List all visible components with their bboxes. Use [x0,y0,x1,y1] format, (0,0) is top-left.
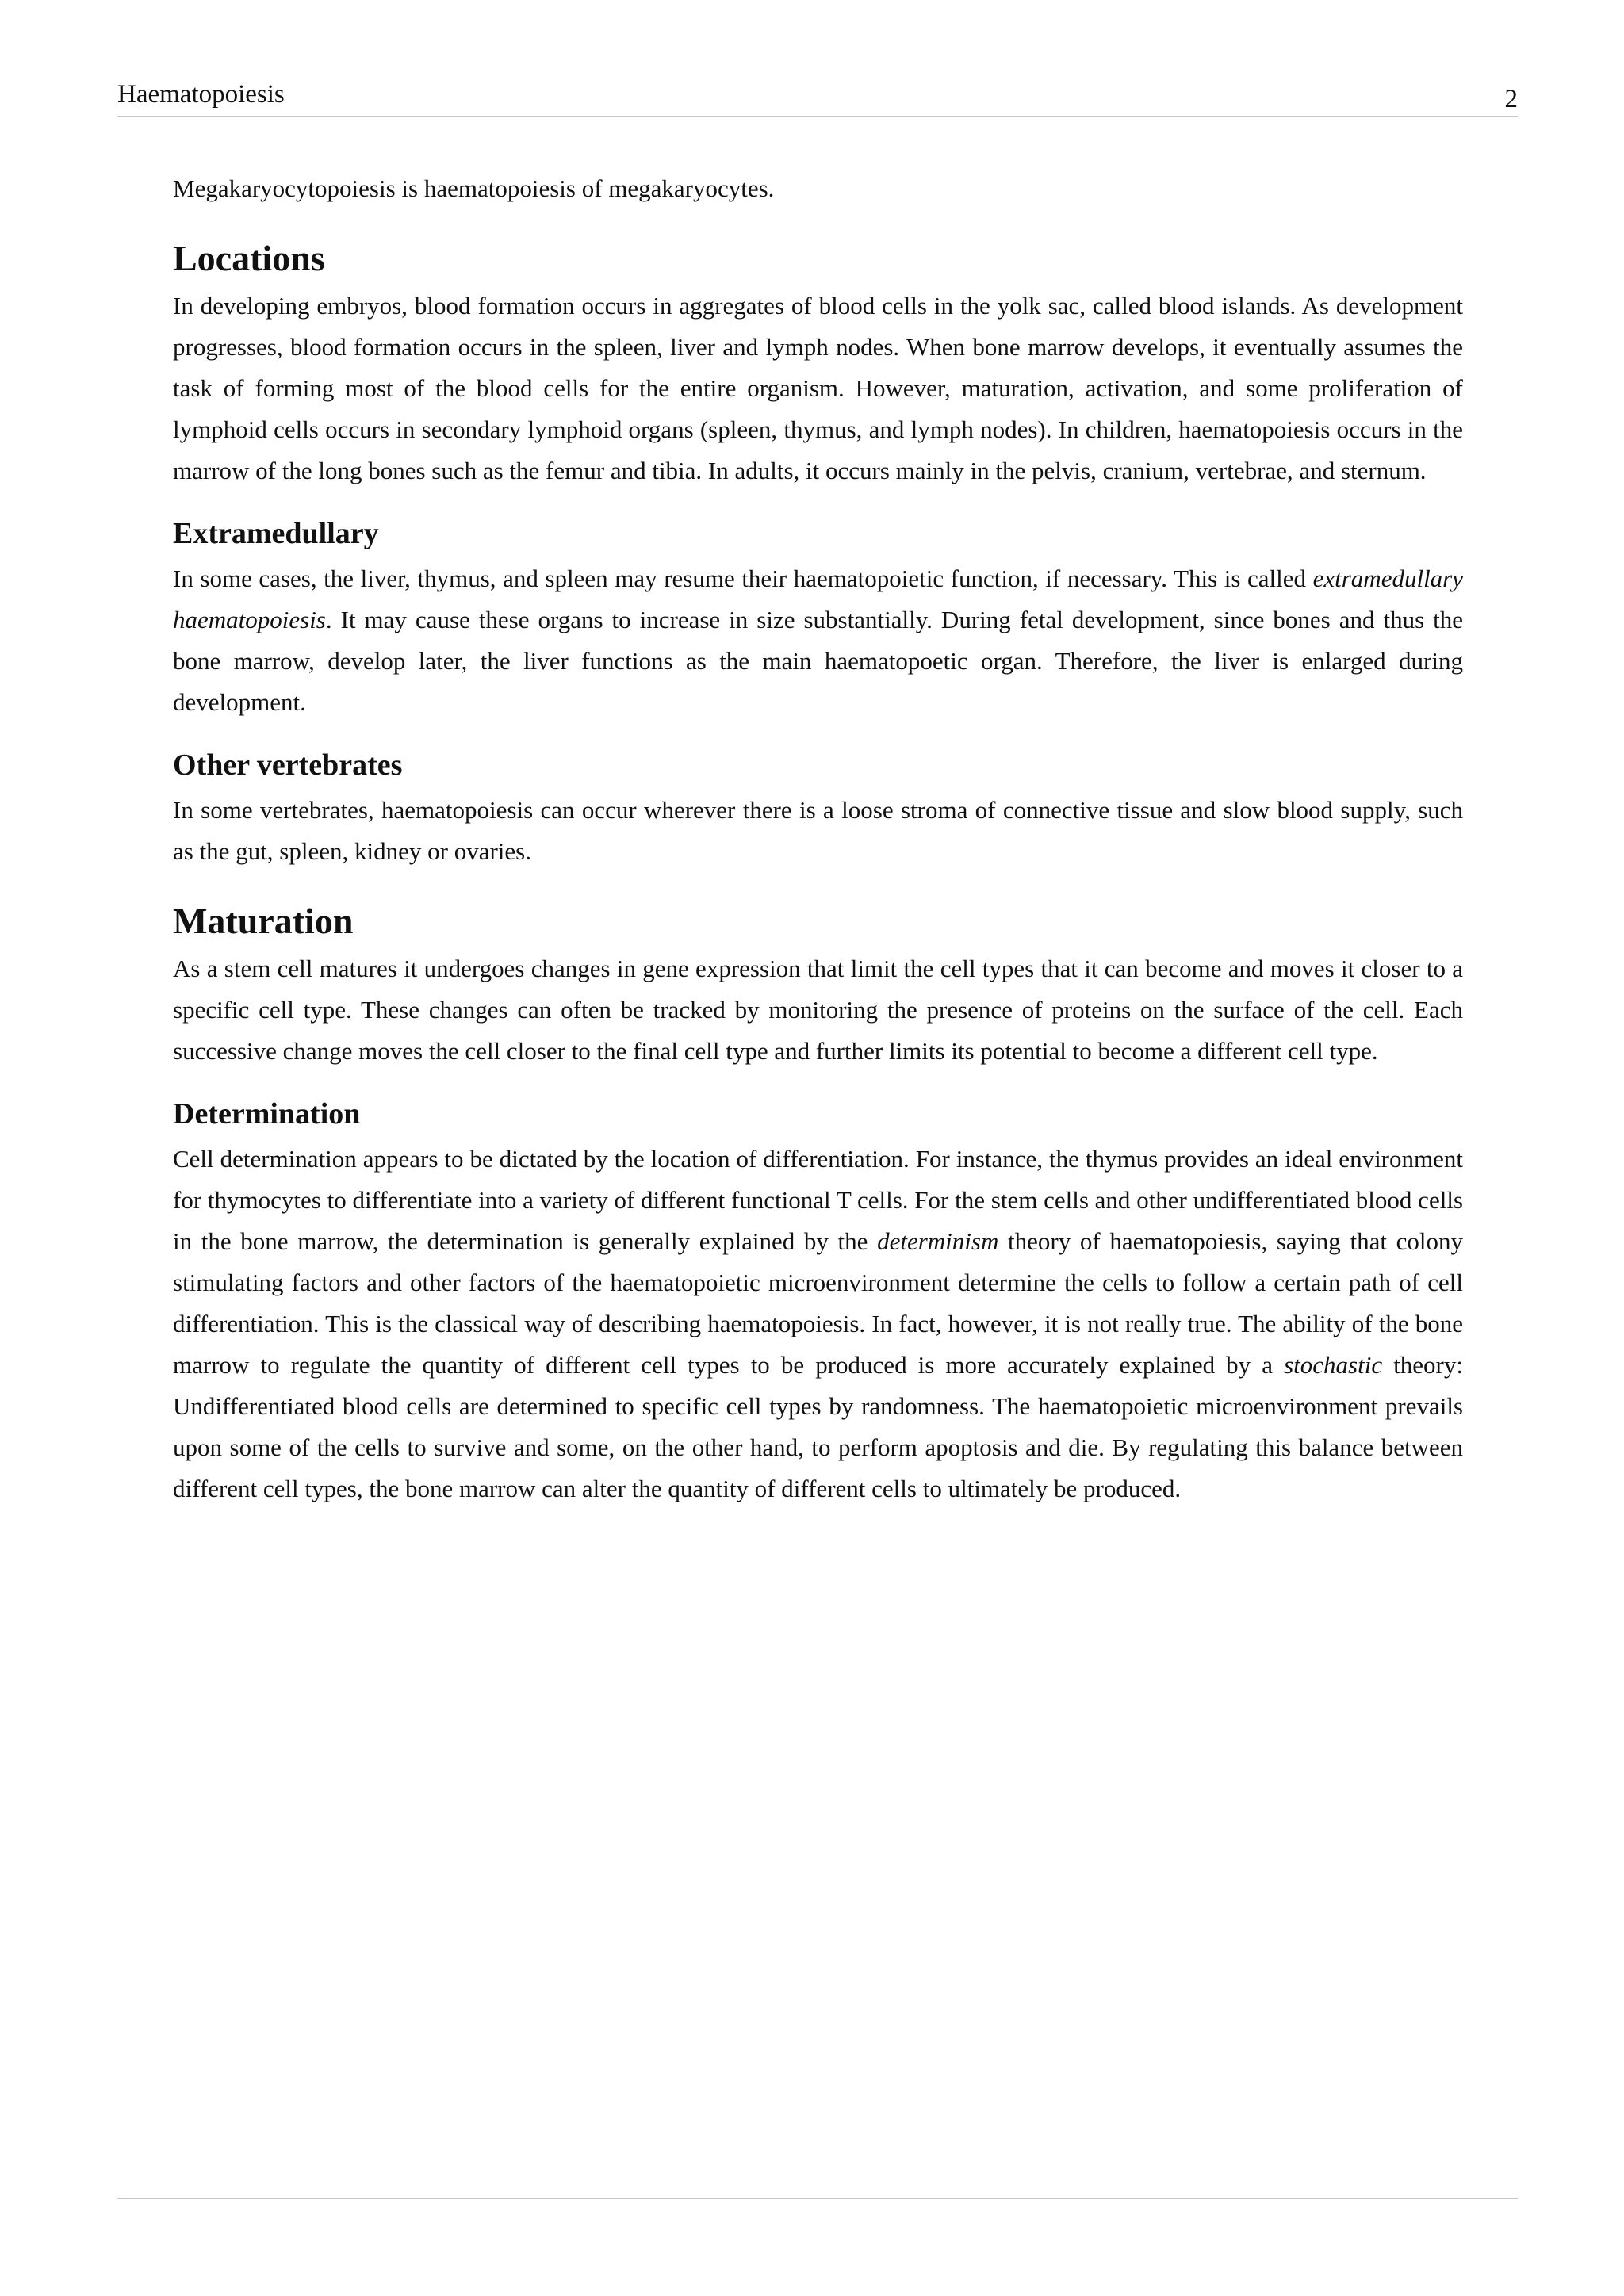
determination-text-3: theory: Undifferentiated blood cells are determined to specific cell types by randomness. The haematopoietic microenvironment prevails upon some of the cells to survive and some, on the other hand, to perform apoptosis and die. By regulating this balance between different cell types, the bone marrow can alter the quantity of different cells to ultimately be produced. [173,1351,1463,1502]
subsection-heading-determination: Determination [173,1097,361,1131]
running-title: Haematopoiesis [117,80,285,109]
footer-rule [117,2198,1518,2199]
extramedullary-text-after: . It may cause these organs to increase in size substantially. During fetal development, since bones and thus the bone marrow, develop later, the liver functions as the main haematopoetic organ. Therefore, the liver is enlarged during development. [173,606,1463,716]
page-content [173,168,1463,1510]
extramedullary-emphasis: extramedullary haematopoiesis [173,564,1463,633]
locations-paragraph: In developing embryos, blood formation occurs in aggregates of blood cells in the yolk sac, called blood islands. As development progresses, blood formation occurs in the spleen, liver and lymph nodes. When bone marrow develops, it eventually assumes the task of forming most of the blood cells for the entire organism. However, maturation, activation, and some proliferation of lymphoid cells occurs in secondary lymphoid organs (spleen, thymus, and lymph nodes). In children, haematopoiesis occurs in the marrow of the long bones such as the femur and tibia. In adults, it occurs mainly in the pelvis, cranium, vertebrae, and sternum. [173,292,1463,484]
determination-text-2: theory of haematopoiesis, saying that colony stimulating factors and other factors of the haematopoietic microenvironment determine the cells to follow a certain path of cell differentiation. This is the classical way of describing haematopoiesis. In fact, however, it is not really true. The ability of the bone marrow to regulate the quantity of different cell types to be produced is more accurately explained by a [173,1227,1463,1379]
intro-paragraph: Megakaryocytopoiesis is haematopoiesis of megakaryocytes. [173,174,775,202]
page-number: 2 [1504,85,1518,113]
section-heading-maturation: Maturation [173,901,354,941]
other-vertebrates-paragraph: In some vertebrates, haematopoiesis can occur wherever there is a loose stroma of connective tissue and slow blood supply, such as the gut, spleen, kidney or ovaries. [173,796,1463,865]
determination-paragraph [173,1138,1463,1510]
determination-emphasis-stochastic: stochastic [1284,1351,1383,1379]
extramedullary-text-before: In some cases, the liver, thymus, and spleen may resume their haematopoietic function, if necessary. This is called [173,564,1313,592]
subsection-heading-other-vertebrates: Other vertebrates [173,748,403,782]
maturation-paragraph: As a stem cell matures it undergoes changes in gene expression that limit the cell types that it can become and moves it closer to a specific cell type. These changes can often be tracked by monitoring the presence of proteins on the surface of the cell. Each successive change moves the cell closer to the final cell type and further limits its potential to become a different cell type. [173,955,1463,1065]
extramedullary-paragraph [173,558,1463,723]
section-heading-locations: Locations [173,238,325,278]
determination-text-1: Cell determination appears to be dictated by the location of differentiation. For instance, the thymus provides an ideal environment for thymocytes to differentiate into a variety of different functional T cells. For the stem cells and other undifferentiated blood cells in the bone marrow, the determination is generally explained by the [173,1145,1463,1255]
running-header [117,79,1518,117]
subsection-heading-extramedullary: Extramedullary [173,517,379,550]
determination-emphasis-determinism: determinism [877,1227,999,1255]
